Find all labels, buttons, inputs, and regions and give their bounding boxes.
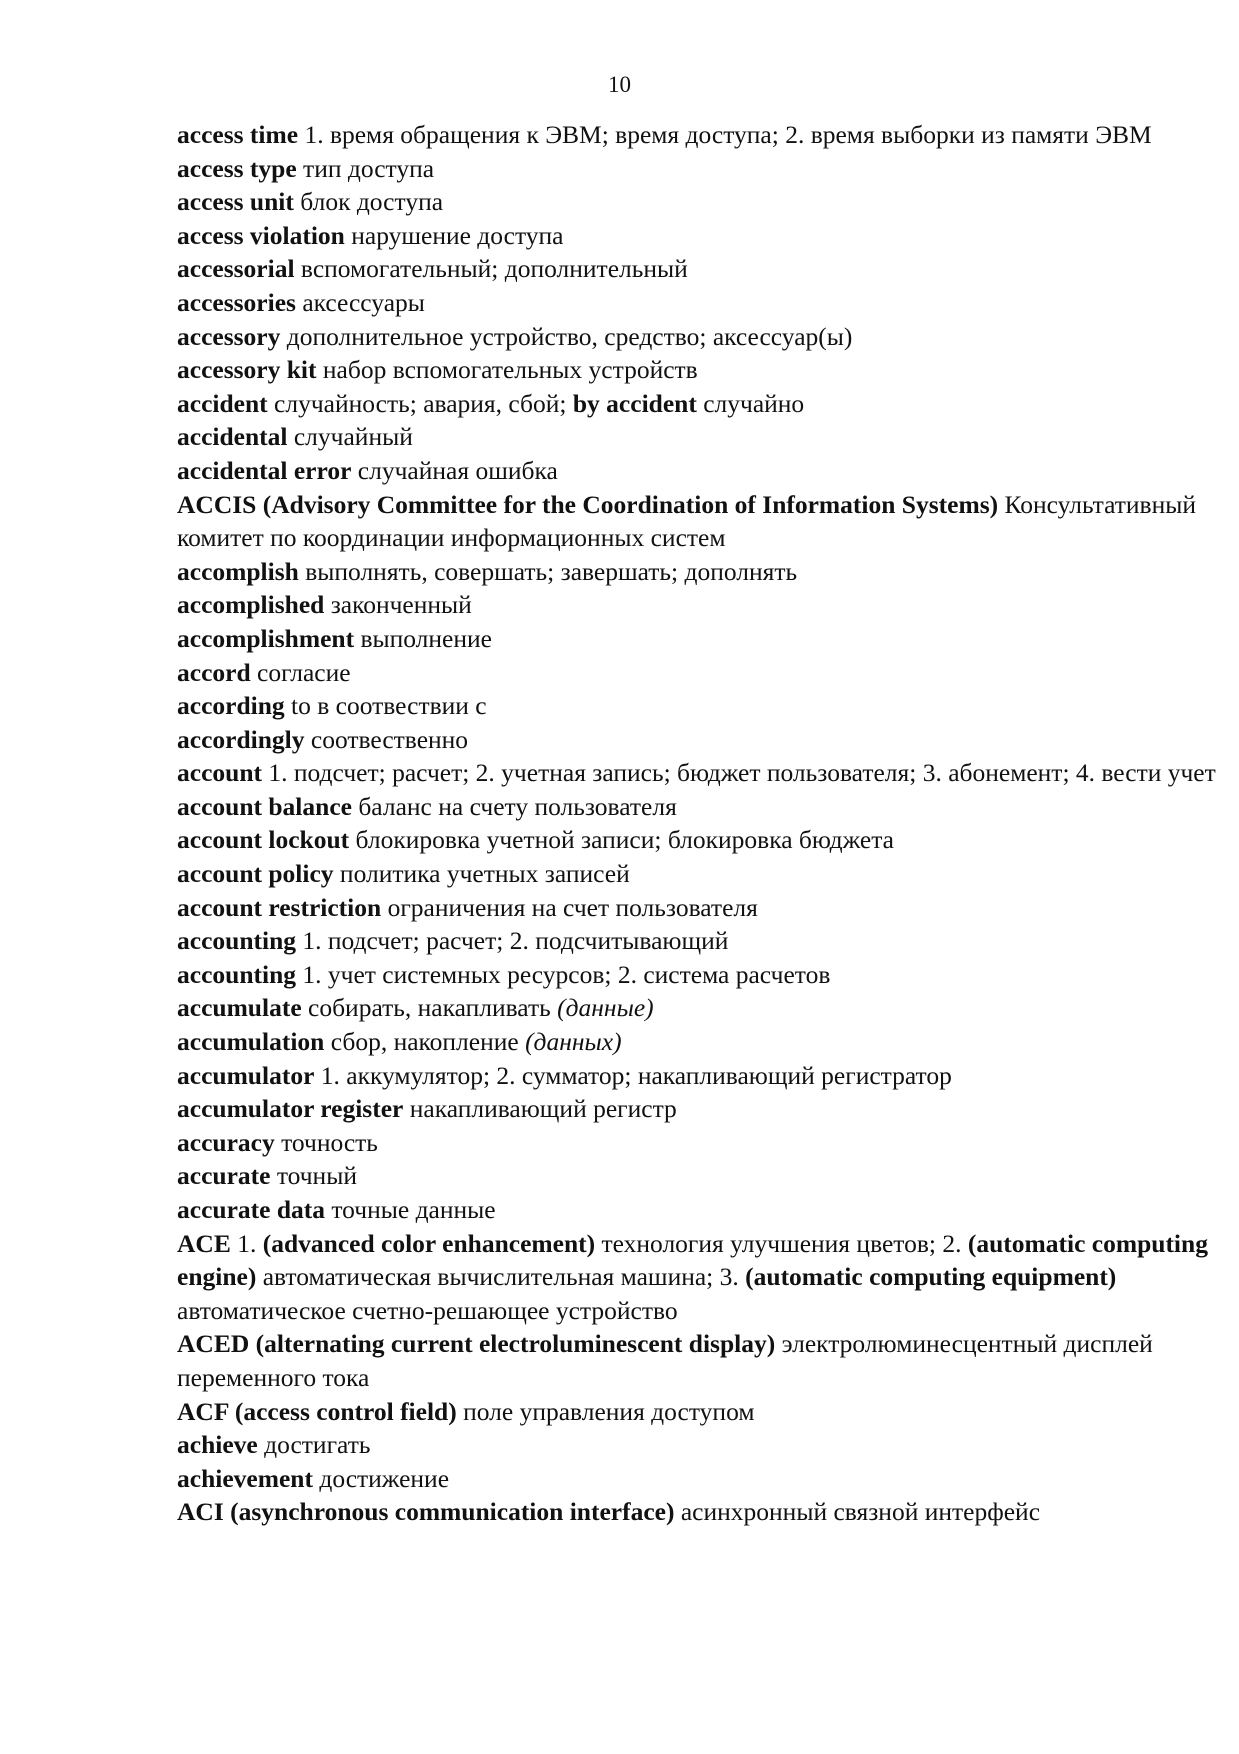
entry-definition: точность (274, 1127, 378, 1157)
entry-term: accessory (177, 321, 281, 351)
entry-definition: аксессуары (295, 287, 425, 317)
entry-term: access time (177, 120, 299, 149)
entry-term: accounting (177, 959, 297, 989)
dictionary-entry (177, 1193, 1217, 1227)
dictionary-entry (177, 454, 1217, 488)
entry-term: accessorial (177, 254, 295, 284)
dictionary-entry (177, 924, 1217, 958)
dictionary-entry (177, 1495, 1217, 1529)
entry-term: accumulator register (177, 1094, 404, 1124)
entry-definition: поле управления доступом (456, 1396, 755, 1426)
entry-definition: to в соотвествии с (284, 691, 487, 721)
dictionary-entry (177, 1227, 1217, 1328)
entry-term: (advanced color enhancement) (262, 1228, 596, 1258)
entry-definition: случайно (696, 388, 805, 418)
dictionary-entry (177, 185, 1217, 219)
entry-term: achieve (177, 1430, 258, 1460)
dictionary-entry (177, 1395, 1217, 1429)
entry-definition: достижение (312, 1463, 450, 1493)
entry-term: ACF (access control field) (177, 1396, 457, 1426)
entry-definition: 1. подсчет; расчет; 2. учетная запись; бюджет пользователя; 3. абонемент; 4. вести учет (262, 758, 1216, 788)
dictionary-entry (177, 1327, 1217, 1394)
dictionary-entry (177, 118, 1217, 152)
entry-definition: сбор, накопление (324, 1027, 526, 1057)
dictionary-entry (177, 152, 1217, 186)
entry-definition: случайный (287, 422, 413, 452)
dictionary-entry (177, 790, 1217, 824)
entry-term: access violation (177, 220, 345, 250)
entry-definition: выполнять, совершать; завершать; дополнять (298, 556, 798, 586)
entry-definition: 1. (230, 1228, 263, 1258)
dictionary-entry (177, 1025, 1217, 1059)
dictionary-entry (177, 1126, 1217, 1160)
entry-term: ACE (177, 1228, 231, 1258)
dictionary-entry (177, 252, 1217, 286)
entry-definition: случайная ошибка (351, 455, 558, 485)
entry-definition: ограничения на счет пользователя (381, 892, 758, 922)
entry-term: by accident (572, 388, 697, 418)
entry-term: accessory kit (177, 355, 317, 385)
entry-definition: точный (270, 1161, 357, 1191)
entry-term: accomplished (177, 590, 325, 620)
entry-term: access unit (177, 187, 294, 217)
dictionary-entry (177, 991, 1217, 1025)
entry-term: accord (177, 657, 251, 687)
entry-term: accidental (177, 422, 288, 452)
dictionary-entry (177, 387, 1217, 421)
entry-term: ACCIS (Advisory Committee for the Coordination of Information Systems) (177, 489, 999, 519)
dictionary-entry (177, 1159, 1217, 1193)
dictionary-entry (177, 689, 1217, 723)
entry-term: accurate data (177, 1195, 325, 1224)
entry-term: account (177, 758, 262, 788)
entry-term: accumulate (177, 993, 302, 1023)
entry-term: accordingly (177, 724, 305, 754)
dictionary-entry (177, 1428, 1217, 1462)
entry-term: accomplish (177, 556, 299, 586)
entry-term: ACI (asynchronous communication interface) (177, 1497, 675, 1527)
dictionary-entry (177, 1462, 1217, 1496)
page-number: 10 (608, 72, 631, 97)
dictionary-entry (177, 588, 1217, 622)
entry-term: accurate (177, 1161, 271, 1191)
dictionary-entry (177, 420, 1217, 454)
dictionary-entry (177, 622, 1217, 656)
dictionary-entry (177, 1092, 1217, 1126)
entry-definition: вспомогательный; дополнительный (294, 254, 688, 284)
entry-term: accident (177, 388, 268, 418)
entry-definition: автоматическое счетно-решающее устройство (177, 1295, 678, 1325)
entry-term: according (177, 691, 285, 721)
entry-definition: 1. подсчет; расчет; 2. подсчитывающий (296, 926, 729, 956)
entry-definition: точные данные (325, 1195, 496, 1224)
entry-term: account lockout (177, 825, 350, 855)
entry-term: (automatic computing engine) (177, 1228, 1208, 1292)
entry-definition: набор вспомогательных устройств (316, 355, 698, 385)
entry-term: (automatic computing equipment) (745, 1262, 1117, 1292)
entry-definition: электролюминесцентный дисплей переменного тока (177, 1329, 1153, 1392)
entry-term: accidental error (177, 455, 352, 485)
entry-term: accumulation (177, 1027, 325, 1057)
entry-definition: выполнение (354, 623, 492, 653)
dictionary-entry (177, 656, 1217, 690)
entry-definition: согласие (250, 657, 351, 687)
entry-definition: технология улучшения цветов; 2. (595, 1228, 968, 1258)
dictionary-entry (177, 353, 1217, 387)
dictionary-entry (177, 219, 1217, 253)
dictionary-entry (177, 723, 1217, 757)
entry-definition: законченный (324, 590, 472, 620)
entry-definition: достигать (257, 1430, 371, 1460)
entry-definition: 1. аккумулятор; 2. сумматор; накапливающий регистратор (314, 1060, 952, 1090)
entry-term: account policy (177, 859, 334, 889)
entry-definition: соотвественно (304, 724, 469, 754)
entry-definition: Консультативный комитет по координации информационных систем (177, 489, 1197, 553)
dictionary-entry (177, 1059, 1217, 1093)
entry-definition: асинхронный связной интерфейс (674, 1497, 1041, 1527)
entry-definition: нарушение доступа (344, 220, 564, 250)
entry-definition: собирать, накапливать (301, 993, 558, 1023)
entry-definition: случайность; авария, сбой; (267, 388, 573, 418)
entry-definition: дополнительное устройство, средство; аксессуар(ы) (280, 321, 853, 351)
entry-definition: баланс на счету пользователя (351, 791, 677, 821)
entry-term: access type (177, 153, 297, 183)
dictionary-entry (177, 488, 1217, 555)
entry-term: account balance (177, 791, 352, 821)
entry-term: accumulator (177, 1060, 315, 1090)
dictionary-entry (177, 555, 1217, 589)
dictionary-entry (177, 823, 1217, 857)
dictionary-entry (177, 958, 1217, 992)
dictionary-entry (177, 286, 1217, 320)
dictionary-entry (177, 320, 1217, 354)
entry-definition: 1. время обращения к ЭВМ; время доступа; 2. время выборки из памяти ЭВМ (298, 120, 1152, 149)
entry-term: achievement (177, 1463, 313, 1493)
entry-definition: блок доступа (293, 187, 444, 217)
entry-note: (данные) (557, 993, 654, 1023)
entry-term: accuracy (177, 1127, 275, 1157)
dictionary-entries (177, 118, 1217, 1529)
entry-definition: тип доступа (296, 153, 435, 183)
entry-term: ACED (alternating current electroluminescent display) (177, 1329, 776, 1359)
entry-term: accomplishment (177, 623, 355, 653)
entry-term: account restriction (177, 892, 382, 922)
entry-definition: 1. учет системных ресурсов; 2. система расчетов (296, 959, 831, 989)
entry-definition: накапливающий регистр (403, 1094, 677, 1124)
entry-definition: политика учетных записей (333, 859, 630, 889)
dictionary-entry (177, 756, 1217, 790)
entry-note: (данных) (525, 1027, 622, 1057)
entry-term: accessories (177, 287, 296, 317)
dictionary-entry (177, 857, 1217, 891)
entry-definition: блокировка учетной записи; блокировка бюджета (349, 825, 894, 855)
entry-definition: автоматическая вычислительная машина; 3. (256, 1262, 746, 1292)
entry-term: accounting (177, 926, 297, 956)
dictionary-entry (177, 891, 1217, 925)
